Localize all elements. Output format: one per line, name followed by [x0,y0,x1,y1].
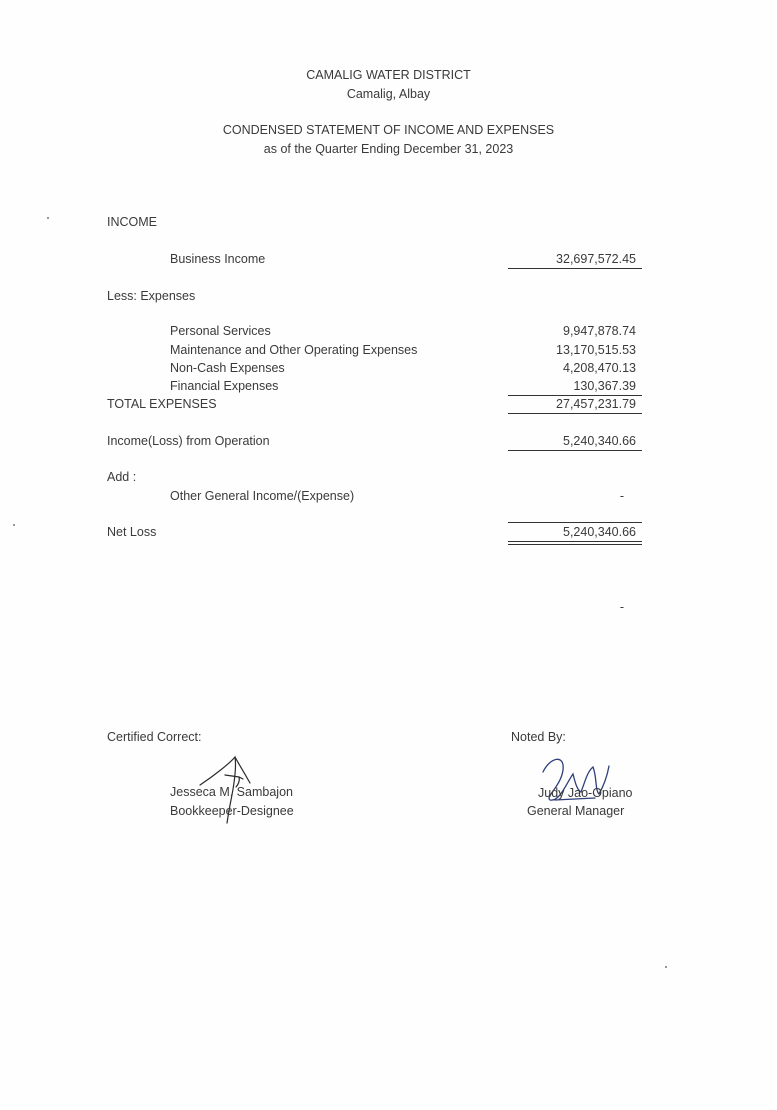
expenses-heading: Less: Expenses [107,289,196,303]
net-loss-label: Net Loss [107,525,157,539]
expenses-subtotal-rule [508,395,642,396]
manager-signature [535,752,615,812]
scan-speck [13,524,15,526]
expense-value: 130,367.39 [573,379,636,393]
operation-value: 5,240,340.66 [563,434,636,448]
total-expenses-value: 27,457,231.79 [556,397,636,411]
total-expenses-label: TOTAL EXPENSES [107,397,217,411]
expense-value: 4,208,470.13 [563,361,636,375]
add-heading: Add : [107,470,137,484]
org-name: CAMALIG WATER DISTRICT [306,68,471,82]
expense-label: Non-Cash Expenses [170,361,285,375]
other-income-value: - [619,489,624,503]
statement-title: CONDENSED STATEMENT OF INCOME AND EXPENSES [222,123,555,137]
net-double-underline [508,541,642,545]
certified-correct-label: Certified Correct: [107,730,202,744]
net-overline [508,522,642,523]
statement-period: as of the Quarter Ending December 31, 2023 [263,142,514,156]
manager-name: Judy Jao-Opiano [538,786,633,800]
manager-title: General Manager [527,804,625,818]
stray-dash: - [619,600,624,614]
total-expenses-underline [508,413,642,414]
noted-by-label: Noted By: [511,730,566,744]
net-loss-value: 5,240,340.66 [563,525,636,539]
operation-underline [508,450,642,451]
other-income-label: Other General Income/(Expense) [170,489,355,503]
expense-label: Maintenance and Other Operating Expenses [170,343,418,357]
scan-speck [665,966,667,968]
business-income-value: 32,697,572.45 [556,252,636,266]
operation-label: Income(Loss) from Operation [107,434,270,448]
org-location: Camalig, Albay [346,87,431,101]
income-heading: INCOME [107,215,157,229]
bookkeeper-title: Bookkeeper-Designee [170,804,294,818]
scan-speck [47,217,49,219]
expense-label: Personal Services [170,324,271,338]
business-income-label: Business Income [170,252,266,266]
bookkeeper-name: Jesseca M. Sambajon [170,785,293,799]
expense-value: 13,170,515.53 [556,343,636,357]
business-income-underline [508,268,642,269]
expense-label: Financial Expenses [170,379,279,393]
expense-value: 9,947,878.74 [563,324,636,338]
